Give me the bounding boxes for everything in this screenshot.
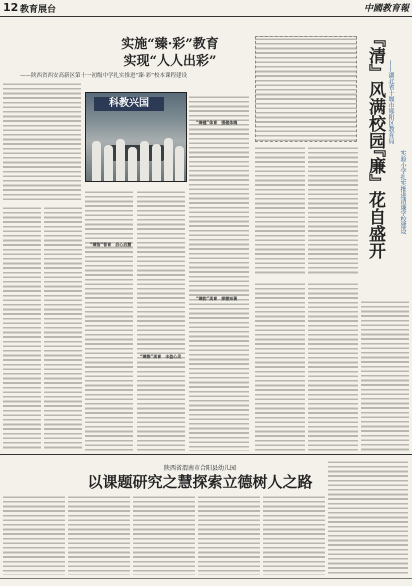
article-column <box>263 495 325 575</box>
photo-person <box>116 139 125 181</box>
subhead: “臻韵”美育 探微知著 <box>196 296 238 301</box>
masthead-logo: 中國教育報 <box>363 4 409 14</box>
article-column <box>361 300 409 452</box>
article-column <box>3 206 41 451</box>
article-column <box>255 146 305 276</box>
page-number: 12 <box>3 1 19 14</box>
subhead: “臻雅”美育 丰盈心灵 <box>140 354 182 359</box>
subhead: “臻智”智育 启心启慧 <box>90 242 132 247</box>
article-column <box>255 282 305 452</box>
photo-person <box>152 144 161 181</box>
bottom-kicker: 陕西省渭南市合阳县幼儿园 <box>163 465 236 472</box>
side-subtitle-1: ——湖北省十堰市郧阳区教育局 <box>387 60 394 144</box>
bottom-headline: 以课题研究之慧探索立德树人之路 <box>87 473 313 491</box>
article-column <box>85 190 133 451</box>
top-headline <box>70 36 270 70</box>
photo-person <box>92 141 101 181</box>
page-header <box>0 0 412 17</box>
article-column <box>137 190 185 451</box>
article-column <box>308 146 358 276</box>
photo-person <box>175 146 184 181</box>
photo-person <box>164 138 173 181</box>
article-column <box>3 82 81 200</box>
article-column <box>44 206 82 451</box>
top-subline: ——陕西省西安高新区第十一初级中学扎实推进“臻·彩”校本课程建设 <box>20 73 187 79</box>
article-column <box>133 495 195 575</box>
article-column <box>198 495 260 575</box>
section-divider <box>0 454 412 455</box>
photo-person <box>140 141 149 181</box>
subhead: “臻健”体育 强健体魄 <box>196 120 238 125</box>
headline-line-1: 实施“臻·彩”教育 <box>121 37 219 52</box>
section-title: 教育展台 <box>20 5 57 15</box>
article-photo <box>85 92 187 182</box>
photo-person <box>104 145 113 181</box>
photo-person <box>128 147 137 181</box>
side-subtitle-2: 实验小学扎实推进清廉学校建设 <box>399 150 406 234</box>
article-column <box>189 95 249 451</box>
intro-box <box>255 36 357 142</box>
headline-line-2: 实现“人人出彩” <box>123 54 217 69</box>
side-title-2: 『廉』花自盛开 <box>365 140 385 259</box>
article-column <box>308 282 358 452</box>
article-column <box>328 460 408 575</box>
side-title-1: 『清』风满校园 <box>365 30 385 149</box>
article-column <box>68 495 130 575</box>
photo-banner: 科教兴国 <box>94 97 164 111</box>
article-column <box>3 495 65 575</box>
